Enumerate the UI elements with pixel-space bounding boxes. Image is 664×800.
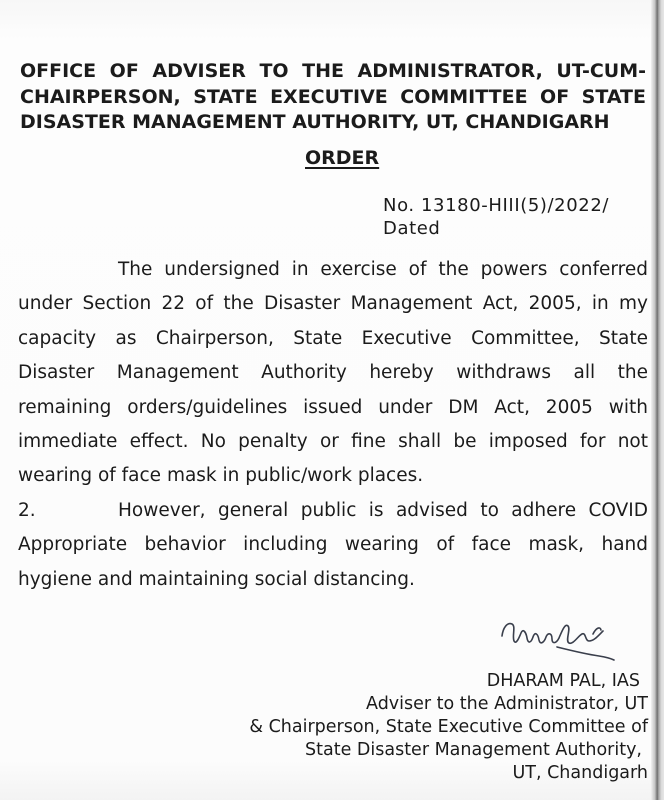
paragraph-number: 2. bbox=[18, 500, 36, 521]
signatory-name: DHARAM PAL, IAS bbox=[486, 671, 640, 691]
signatory-block bbox=[249, 670, 648, 785]
paragraph-line: hygiene and maintaining social distancing. bbox=[18, 568, 415, 590]
signatory-designation-line: & Chairperson, State Executive Committee of bbox=[249, 717, 648, 737]
paragraph-numbered-line bbox=[18, 494, 648, 528]
paragraph-line: Disaster Management Authority hereby withdraws all the bbox=[18, 362, 648, 384]
paragraph-1 bbox=[18, 253, 648, 494]
paragraph-2 bbox=[18, 494, 648, 597]
paragraph-line: However, general public is advised to adhere COVID bbox=[118, 500, 648, 521]
signatory-designation-line: Adviser to the Administrator, UT bbox=[366, 694, 648, 714]
header-line: DISASTER MANAGEMENT AUTHORITY, UT, CHANDIGARH bbox=[20, 111, 610, 133]
reference-dated: Dated bbox=[383, 218, 441, 239]
paragraph-line: immediate effect. No penalty or fine shall be imposed for not bbox=[18, 430, 648, 452]
signatory-designation-line: State Disaster Management Authority, bbox=[305, 740, 642, 760]
header-line: OFFICE OF ADVISER TO THE ADMINISTRATOR, UT-CUM- bbox=[20, 60, 646, 82]
page-edge-shadow bbox=[651, 0, 664, 800]
header-line: CHAIRPERSON, STATE EXECUTIVE COMMITTEE OF STATE bbox=[20, 85, 646, 108]
paragraph-line: remaining orders/guidelines issued under DM Act, 2005 with bbox=[18, 396, 648, 418]
signatory-designation-line: UT, Chandigarh bbox=[512, 763, 648, 783]
order-reference bbox=[383, 194, 609, 240]
paragraph-line: capacity as Chairperson, State Executive Committee, State bbox=[18, 327, 648, 349]
signature-image bbox=[497, 614, 617, 668]
order-title: ORDER bbox=[305, 147, 380, 169]
paragraph-line: The undersigned in exercise of the powers conferred bbox=[118, 259, 648, 280]
reference-number: No. 13180-HIII(5)/2022/ bbox=[383, 195, 610, 216]
office-header bbox=[20, 59, 646, 136]
paragraph-line: wearing of face mask in public/work places. bbox=[18, 465, 424, 487]
paragraph-line: under Section 22 of the Disaster Management Act, 2005, in my bbox=[18, 293, 648, 315]
paragraph-line: Appropriate behavior including wearing of face mask, hand bbox=[18, 534, 648, 556]
